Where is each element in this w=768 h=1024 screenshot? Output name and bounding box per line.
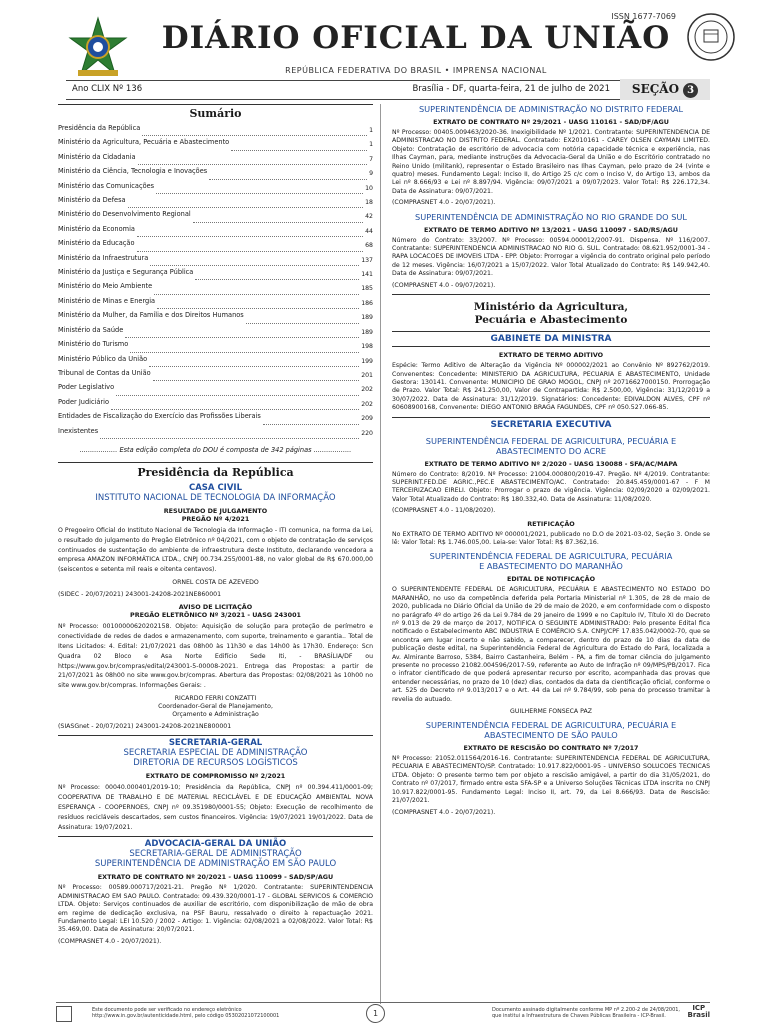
summary-row-title: Ministério do Meio Ambiente [58, 282, 153, 291]
summary-row-title: Ministério da Ciência, Tecnologia e Inovações [58, 167, 208, 176]
summary-note-text: Esta edição completa do DOU é composta de 342 páginas [119, 445, 312, 454]
secretaria-executiva-heading: SECRETARIA EXECUTIVA [392, 417, 710, 432]
page-footer [56, 1002, 710, 1023]
summary-row[interactable] [58, 225, 373, 239]
summary-row[interactable] [58, 326, 373, 340]
rs-text: Número do Contrato: 33/2007. Nº Processo: 00594.000012/2007-91. Dispensa. Nº 116/2007. Contratante: SUPERINTENDENCIA ADMINISTRACAO NO RIO G. SUL. Contratado: 08.621.952/0001-34 - RAPA LOCACOES DE IMOVEIS LTDA - EPP. Objeto: Prorrogar a vigência do contrato original pelo período de 12 meses. Vigência: 16/07/2021 a 15/07/2022. Valor Total Atualizado do Contrato: R$ 149.942,40. Data de Assinatura: 09/07/2021. [392, 236, 711, 278]
edition-info-bar [66, 80, 710, 100]
summary-row-leader [263, 412, 359, 424]
section-number: 3 [683, 83, 698, 98]
sfa-ac-line1: SUPERINTENDÊNCIA FEDERAL DE AGRICULTURA, PECUÁRIA E [425, 435, 677, 446]
summary-row-leader [195, 268, 359, 280]
summary-row-title: Ministério da Cidadania [58, 152, 136, 161]
sfa-ac-line2: ABASTECIMENTO DO ACRE [495, 445, 607, 456]
summary-row-title: Entidades de Fiscalização do Exercício das Profissões Liberais [58, 412, 261, 421]
left-column [58, 104, 373, 949]
sfa-ma-heading [392, 551, 710, 571]
summary-row[interactable] [58, 182, 373, 196]
summary-row-page: 202 [361, 386, 373, 394]
aviso-title: AVISO DE LICITAÇÃO [178, 603, 253, 612]
summary-row[interactable] [58, 124, 373, 138]
summary-row-leader [231, 138, 367, 150]
summary-row-page: 198 [361, 343, 373, 351]
aviso-sig-role1: Coordenador-Geral de Planejamento, [158, 702, 273, 710]
summary-row-page: 202 [361, 400, 373, 408]
summary-row-page: 137 [361, 256, 373, 264]
summary-row-title: Ministério do Turismo [58, 340, 129, 349]
edition-year: Ano CLIX Nº 136 [72, 84, 143, 94]
summary-row-page: 44 [365, 227, 373, 235]
sidec-note-1: (SIDEC - 20/07/2021) 243001-24208-2021NE860001 [58, 590, 222, 598]
summary-row-leader [150, 254, 359, 266]
summary-row-page: 1 [369, 127, 373, 134]
result-subtitle: PREGÃO Nº 4/2021 [181, 514, 250, 523]
summary-row[interactable] [58, 153, 373, 167]
summary-row-title: Ministério do Desenvolvimento Regional [58, 210, 191, 219]
summary-row-leader [128, 196, 364, 208]
summary-row-title: Ministério das Comunicações [58, 181, 155, 190]
summary-row-leader [154, 282, 359, 294]
sfa-sp-line2: ABASTECIMENTO DE SÃO PAULO [484, 730, 618, 741]
summary-row-page: 220 [361, 429, 373, 437]
summary-row-title: Ministério da Agricultura, Pecuária e Abastecimento [58, 138, 230, 147]
summary-row[interactable] [58, 268, 373, 282]
gab-text: Espécie: Termo Aditivo de Alteração da Vigência Nº 000002/2021 ao Convênio Nº 892762/2019. Convenentes: Concedente: MINISTERIO DA AGRICULTURA, PECUARIA E ABASTECIMENTO, Unidade Gestora: 130141. Convenente: MUNICIPIO DE GRAO MOGOL, CNPJ nº 20716627000150. Prorrogação de Prazo. Valor Total: R$ 241.250,00, Valor de Contrapartida: R$ 2.500,00, Vigência: 31/12/2019 a 30/07/2022. Data de Assinatura: 31/12/2019. Signatários: Concedente: EDIVALDON ALVES, CPF nº 60608900168, Convenente: DIEGO ANTONIO BRAGA FAGUNDES, CPF nº 050.527.066-85. [392, 362, 710, 412]
summary-row-title: Poder Legislativo [58, 383, 115, 392]
aviso-sig-name: RICARDO FERRI CONZATTI [174, 694, 257, 702]
column-divider [380, 104, 381, 1004]
summary-row[interactable] [58, 196, 373, 210]
footer-right-line1: Documento assinado digitalmente conforme MP nº 2.200-2 de 24/08/2001, [492, 1007, 681, 1013]
compromisso-text: Nº Processo: 00040.000401/2019-10; Presidência da República, CNPJ nº 00.394.411/0001-09; COOPERATIVA DE TRABALHO E DE MATERIAL RECICLÁVEL E DE EDUCAÇÃO AMBIENTAL NOVA ESPERANÇA - COOPERNOES, CNPJ nº 09.351980/0001-55; Objeto: Execução de recolhimento de resíduos recicláveis descartados, sem custos financeiros. Vigência: 19/07/2021 19/01/2022. Data de Assinatura: 19/07/2021. [58, 784, 373, 831]
summary-row-leader [138, 153, 368, 165]
summary-row-leader [111, 398, 359, 410]
summary-row[interactable] [58, 383, 373, 397]
summary-row-title: Ministério da Saúde [58, 325, 124, 334]
summary-row-page: 141 [361, 271, 373, 279]
summary-row[interactable] [58, 355, 373, 369]
retificacao-text: No EXTRATO DE TERMO ADITIVO Nº 000001/2021, publicado no D.O de 2021-03-02, Seção 3. Onde se lê: Valor Total: R$ 1.746.005,00. Leia-se: Valor Total: R$ 87.362,16. [392, 530, 710, 546]
icp-brasil-text: Brasil [687, 1011, 710, 1019]
summary-row-leader [209, 167, 367, 179]
sfa-ac-heading [392, 436, 710, 456]
summary-row-title: Ministério da Justiça e Segurança Pública [58, 268, 194, 277]
sga-heading: SECRETARIA-GERAL DE ADMINISTRAÇÃO [129, 849, 302, 860]
agu-heading: ADVOCACIA-GERAL DA UNIÃO [58, 836, 373, 849]
gab-title: EXTRATO DE TERMO ADITIVO [498, 351, 604, 360]
ac-title: EXTRATO DE TERMO ADITIVO Nº 2/2020 - UASG 130088 - SFA/AC/MAPA [424, 459, 678, 468]
casa-civil-heading: CASA CIVIL [188, 482, 243, 493]
summary-row-title: Presidência da República [58, 124, 141, 132]
result-text: O Pregoeiro Oficial do Instituto Nacional de Tecnologia da Informação - ITI comunica, na forma da Lei, o resultado do julgamento do Pregão Eletrônico nº 04/2021, com o objeto de contratação de serviços continuados de sustentação do ambiente de infraestrutura deste Instituto, declarando vencedora a empresa AMAZON INFORMÁTICA LTDA., CNPJ 00.734.255/0001-88, no valor global de R$ 670.000,00 (seiscentos e setenta mil reais e oitenta centavos). [58, 526, 373, 574]
divider [392, 294, 710, 295]
summary-row[interactable] [58, 412, 373, 426]
summary-row[interactable] [58, 210, 373, 224]
newspaper-subtitle: REPÚBLICA FEDERATIVA DO BRASIL • IMPRENSA NACIONAL [285, 66, 547, 75]
sfa-sp-heading [392, 720, 710, 740]
footer-right-line2: que institui a Infraestrutura de Chaves Públicas Brasileira - ICP-Brasil. [492, 1013, 666, 1019]
rs-title: EXTRATO DE TERMO ADITIVO Nº 13/2021 - UASG 110097 - SAD/RS/AGU [424, 225, 678, 234]
comprasnet-df: (COMPRASNET 4.0 - 20/07/2021). [392, 199, 496, 207]
summary-row-page: 68 [365, 242, 373, 250]
summary-row[interactable] [58, 369, 373, 383]
footer-left [92, 1007, 292, 1019]
summary-row-leader [137, 239, 364, 251]
issn: ISSN 1677-7069 [611, 12, 676, 21]
summary-row[interactable] [58, 239, 373, 253]
df-title: EXTRATO DE CONTRATO Nº 29/2021 - UASG 110161 - SAD/DF/AGU [433, 118, 669, 126]
summary-row-page: 42 [365, 213, 373, 221]
summary-row-page: 1 [369, 141, 373, 149]
summary-row-title: Ministério da Mulher, da Família e dos Direitos Humanos [58, 311, 244, 320]
drl-heading: DIRETORIA DE RECURSOS LOGÍSTICOS [133, 758, 298, 769]
summary-list [58, 124, 373, 441]
summary-row-leader [116, 383, 359, 395]
section-badge [620, 79, 710, 100]
gabinete-heading: GABINETE DA MINISTRA [392, 331, 710, 347]
summary-row-title: Tribunal de Contas da União [58, 368, 151, 377]
sfa-ma-line2: E ABASTECIMENTO DO MARANHÃO [479, 561, 623, 572]
summary-row-page: 185 [361, 285, 373, 293]
summary-row-title: Ministério Público da União [58, 354, 148, 363]
summary-row-title: Ministério da Educação [58, 239, 135, 248]
org-mapa [392, 301, 710, 327]
ac-text: Número do Contrato: 8/2019. Nº Processo: 21004.000800/2019-47. Pregão. Nº 4/2019. Contratante: SUPERINT.FED.DE AGRIC.,PEC.E ABASTECIMENTO/AC. Contratado: 20.845.459/0001-67 - F M TERCEIRIZACAO EIRELI. Objeto: Prorrogar o prazo de vigência. Vigência: 02/09/2020 a 02/09/2021. Valor Total Atualizado do Contrato: R$ 180.332,40. Data de Assinatura: 11/08/2020. [392, 470, 710, 503]
summary-row-page: 209 [361, 415, 373, 423]
summary-row-leader [156, 182, 363, 194]
result-signature: ORNEL COSTA DE AZEVEDO [172, 578, 259, 586]
compromisso-title: EXTRATO DE COMPROMISSO Nº 2/2021 [145, 772, 286, 781]
sp-text: Nº Processo: 21052.011564/2016-16. Contratante: SUPERINTENDENCIA FEDERAL DE AGRICULTURA, PECUARIA E ABASTECIMENTO/SP. Contratado: 10.917.822/0001-95 - UNIVERSO SOLUCOES TECNICAS LTDA. Objeto: O presente termo tem por objeto a rescisão amigável, a partir do dia 31/05/2021, do Contrato nº 07/2017, firmado entre esta SFA-SP e a Universo Soluções Técnicas LTDA inscrita no CNPJ 10.917.822/0001-95. Fundamento Legal: Inciso II, art. 79, da Lei 8.666/93. Data de Rescisão: 21/07/2021. [392, 755, 710, 805]
aviso-text: Nº Processo: 00100000620202158. Objeto: Aquisição de solução para proteção de perímetro e conectividade de redes de dados e armazenamento, com suporte, treinamento e garantia.. Total de Itens Licitados: 4. Edital: 21/07/2021 das 08h00 às 11h30 e das 14h00 às 17h30. Endereço: Scn Quadra 02 Bloco e Asa Norte Edifício Sede Iti, - BRASÍLIA/DF ou https://www.gov.br/compras/edital/243001-5-00008-2021. Entrega das Propostas: a partir de 21/07/2021 às 08h00 no site www.gov.br/compras. Abertura das Propostas: 02/08/2021 às 10h00 no site www.gov.br/compras. Informações Gerais: . [58, 623, 373, 690]
section-label: SEÇÃO [631, 82, 680, 96]
summary-row-title: Ministério da Infraestrutura [58, 253, 149, 262]
summary-row-leader [149, 355, 359, 367]
aviso-subtitle: PREGÃO ELETRÔNICO Nº 3/2021 - UASG 243001 [130, 611, 301, 620]
summary-row-title: Inexistentes [58, 426, 99, 435]
summary-row-leader [193, 210, 363, 222]
masthead [56, 8, 716, 86]
icp-text: ICP [692, 1004, 706, 1012]
summary-row-leader [246, 311, 359, 323]
summary-row-page: 9 [369, 170, 373, 178]
comprasnet-note: (COMPRASNET 4.0 - 20/07/2021). [58, 937, 162, 945]
summary-row-page: 10 [365, 184, 373, 192]
summary-row-page: 189 [361, 314, 373, 322]
summary-row-page: 201 [361, 371, 373, 379]
qr-code-icon [56, 1006, 72, 1022]
summary-row-leader [125, 326, 359, 338]
summary-row-title: Ministério de Minas e Energia [58, 296, 156, 305]
comprasnet-rs: (COMPRASNET 4.0 - 09/07/2021). [392, 281, 496, 289]
summary-row-title: Ministério da Economia [58, 224, 135, 233]
icp-brasil-logo [688, 1005, 710, 1019]
summary-row[interactable] [58, 427, 373, 441]
summary-row-leader [153, 369, 360, 381]
sa-sp-heading: SUPERINTENDÊNCIA DE ADMINISTRAÇÃO EM SÃO PAULO [94, 859, 337, 870]
sea-heading: SECRETARIA ESPECIAL DE ADMINISTRAÇÃO [123, 748, 308, 759]
ma-signature: GUILHERME FONSECA PAZ [510, 708, 592, 716]
sa-rs-heading: SUPERINTENDÊNCIA DE ADMINISTRAÇÃO NO RIO GRANDE DO SUL [415, 211, 687, 222]
aviso-signature [58, 695, 373, 719]
summary-row-page: 186 [361, 299, 373, 307]
coat-of-arms-icon [66, 16, 130, 80]
summary-row-page: 189 [361, 328, 373, 336]
contrato-sp-text: Nº Processo: 00589.000717/2021-21. Pregão Nº 1/2020. Contratante: SUPERINTENDENCIA ADMINISTRACAO EM SAO PAULO. Contratado: 09.439.320/0001-17 - GLOBAL SERVICOS & COMERCIO LTDA. Objeto: Serviços continuados de auxiliar de escritório, com disponibilização de mão de obra em regime de dedicação exclusiva, na PSF Bauru, ressalvado o direito à repactuação 2021. Fundamento Legal: LEI 10.520 / 2002 - Artigo: 1. Vigência: 02/08/2021 a 02/08/2022. Valor Total: R$ 35.469,00. Data de Assinatura: 20/07/2021. [58, 884, 373, 934]
summary-row[interactable] [58, 340, 373, 354]
summary-row[interactable] [58, 311, 373, 325]
summary-row-leader [142, 124, 367, 136]
summary-row-leader [137, 225, 363, 237]
footer-left-line1: Este documento pode ser verificado no endereço eletrônico [92, 1007, 242, 1013]
summary-row-title: Poder Judiciário [58, 397, 110, 406]
summary-row[interactable] [58, 398, 373, 412]
summary-title: Sumário [58, 104, 373, 120]
summary-row[interactable] [58, 297, 373, 311]
comprasnet-sp: (COMPRASNET 4.0 - 20/07/2021). [392, 808, 496, 816]
imprensa-nacional-seal-icon [686, 12, 736, 62]
org-mapa-line1: Ministério da Agricultura, [473, 301, 629, 314]
org-presidencia: Presidência da República [58, 462, 373, 479]
summary-row-title: Ministério da Defesa [58, 196, 126, 205]
footer-left-line2: http://www.in.gov.br/autenticidade.html, pelo código 05302021072100001 [92, 1013, 280, 1019]
comprasnet-ac: (COMPRASNET 4.0 - 11/08/2020). [392, 507, 496, 515]
sfa-sp-line1: SUPERINTENDÊNCIA FEDERAL DE AGRICULTURA, PECUÁRIA E [425, 720, 677, 731]
summary-row-page: 7 [369, 155, 373, 163]
page-number: 1 [366, 1004, 385, 1023]
summary-row-leader [157, 297, 359, 309]
summary-row[interactable] [58, 167, 373, 181]
sfa-ma-line1: SUPERINTENDÊNCIA FEDERAL DE AGRICULTURA, PECUÁRIA [429, 551, 673, 562]
sa-df-heading: SUPERINTENDÊNCIA DE ADMINISTRAÇÃO NO DISTRITO FEDERAL [418, 104, 684, 114]
summary-row-page: 18 [365, 199, 373, 207]
result-title: RESULTADO DE JULGAMENTO [163, 506, 268, 515]
df-text: Nº Processo: 00405.009463/2020-36. Inexigibilidade Nº 1/2021. Contratante: SUPERINTENDENCIA DE ADMINISTRACAO NO DISTRITO FEDERAL. Contratado: EX2010161 - CAREY OLSEN CAYMAN LIMITED. Objeto: Contratação de escritório de advocacia com notória capacidade técnica e experiência, nas Ilhas Cayman, para, mediante instruções da Advocacia-Geral da União e do Escritório contratado no Reino Unido (militank), representar o Estado Brasileiro nas Ilhas Cayman, pelo prazo de 24 (vinte e quatro) meses. Fundamento Legal: Inciso II, do Artigo 25 c/c com o Inciso V, do Artigo 13, ambos da Lei nº 8.666/93 e Lei nº 8.897/94. Vigência: 09/07/2021 a 09/07/2023. Valor Total: R$ 226.172,34. Data de Assinatura: 09/07/2021. [392, 129, 710, 195]
sidec-note-2: (SIASGnet - 20/07/2021) 243001-24208-2021NE800001 [58, 722, 232, 730]
secretaria-geral-heading: SECRETARIA-GERAL [58, 735, 373, 748]
summary-row-leader [130, 340, 359, 352]
summary-row-page: 199 [361, 357, 373, 365]
summary-row-leader [100, 427, 359, 439]
right-column [392, 104, 710, 820]
sp-title: EXTRATO DE RESCISÃO DO CONTRATO Nº 7/2017 [463, 744, 639, 753]
edition-date: Brasília - DF, quarta-feira, 21 de julho de 2021 [412, 84, 610, 94]
summary-row[interactable] [58, 254, 373, 268]
ma-text: O SUPERINTENDENTE FEDERAL DE AGRICULTURA, PECUÁRIA E ABASTECIMENTO NO ESTADO DO MARANHÃO, no uso da competência deferida pela Portaria Ministerial nº 1.305, de 28 de maio de 2020, publicada no Diário Oficial da União de 29 de maio de 2020, e em conformidade com o disposto no parágrafo 4º do artigo 26 da Lei 9.784 de 29 janeiro de 1999 e no Capítulo IV, Título XI do Decreto nº 9.013 de 29 de março de 2017, NOTIFICA O SEGUINTE ADMINISTRADO: Pelo presente Edital fica notificado o Estabelecimento ABC INDUSTRIA E COMÉRCIO S.A. CNPJ/CPF 17.835.042/0002-70, que se encontra em lugar incerto e não sabido, a comparecer, dentro do prazo de 10 dias da data de publicação deste edital, na Superintendência Federal de Agricultura do Estado do Pará, localizada a Av. Almirante Barroso, 5384, Bairro Castanheira, Belém - PA, a fim de tomar ciência do julgamento presente no processo 21082.004596/2017-59, referente ao Auto de Infração nº 09/MPS/PB/2017. Fica o infrator cientificado de que poderá apresentar recurso por escrito, acompanhada das provas que entender necessárias, no prazo de 10 (dez) dias, contados da data da cientificação oficial, conforme o art. 525 do Decreto nº 9.013/2017 e o Art. 44 da Lei nº 9.784/99, sob pena do processo tramitar à revelia do autuado. [392, 586, 710, 703]
ma-title: EDITAL DE NOTIFICAÇÃO [506, 575, 595, 584]
contrato-sp-title: EXTRATO DE CONTRATO Nº 20/2021 - UASG 110099 - SAD/SP/AGU [97, 873, 334, 882]
iti-heading: INSTITUTO NACIONAL DE TECNOLOGIA DA INFORMAÇÃO [95, 492, 336, 503]
aviso-sig-role2: Orçamento e Administração [172, 710, 259, 718]
retificacao-title: RETIFICAÇÃO [527, 519, 575, 528]
newspaper-title: DIÁRIO OFICIAL DA UNIÃO [161, 20, 671, 56]
footer-right [492, 1007, 682, 1019]
summary-row[interactable] [58, 282, 373, 296]
summary-row[interactable] [58, 138, 373, 152]
org-mapa-line2: Pecuária e Abastecimento [474, 314, 628, 327]
summary-note: .................. Esta edição completa do DOU é composta de 342 páginas .................. [79, 445, 352, 454]
